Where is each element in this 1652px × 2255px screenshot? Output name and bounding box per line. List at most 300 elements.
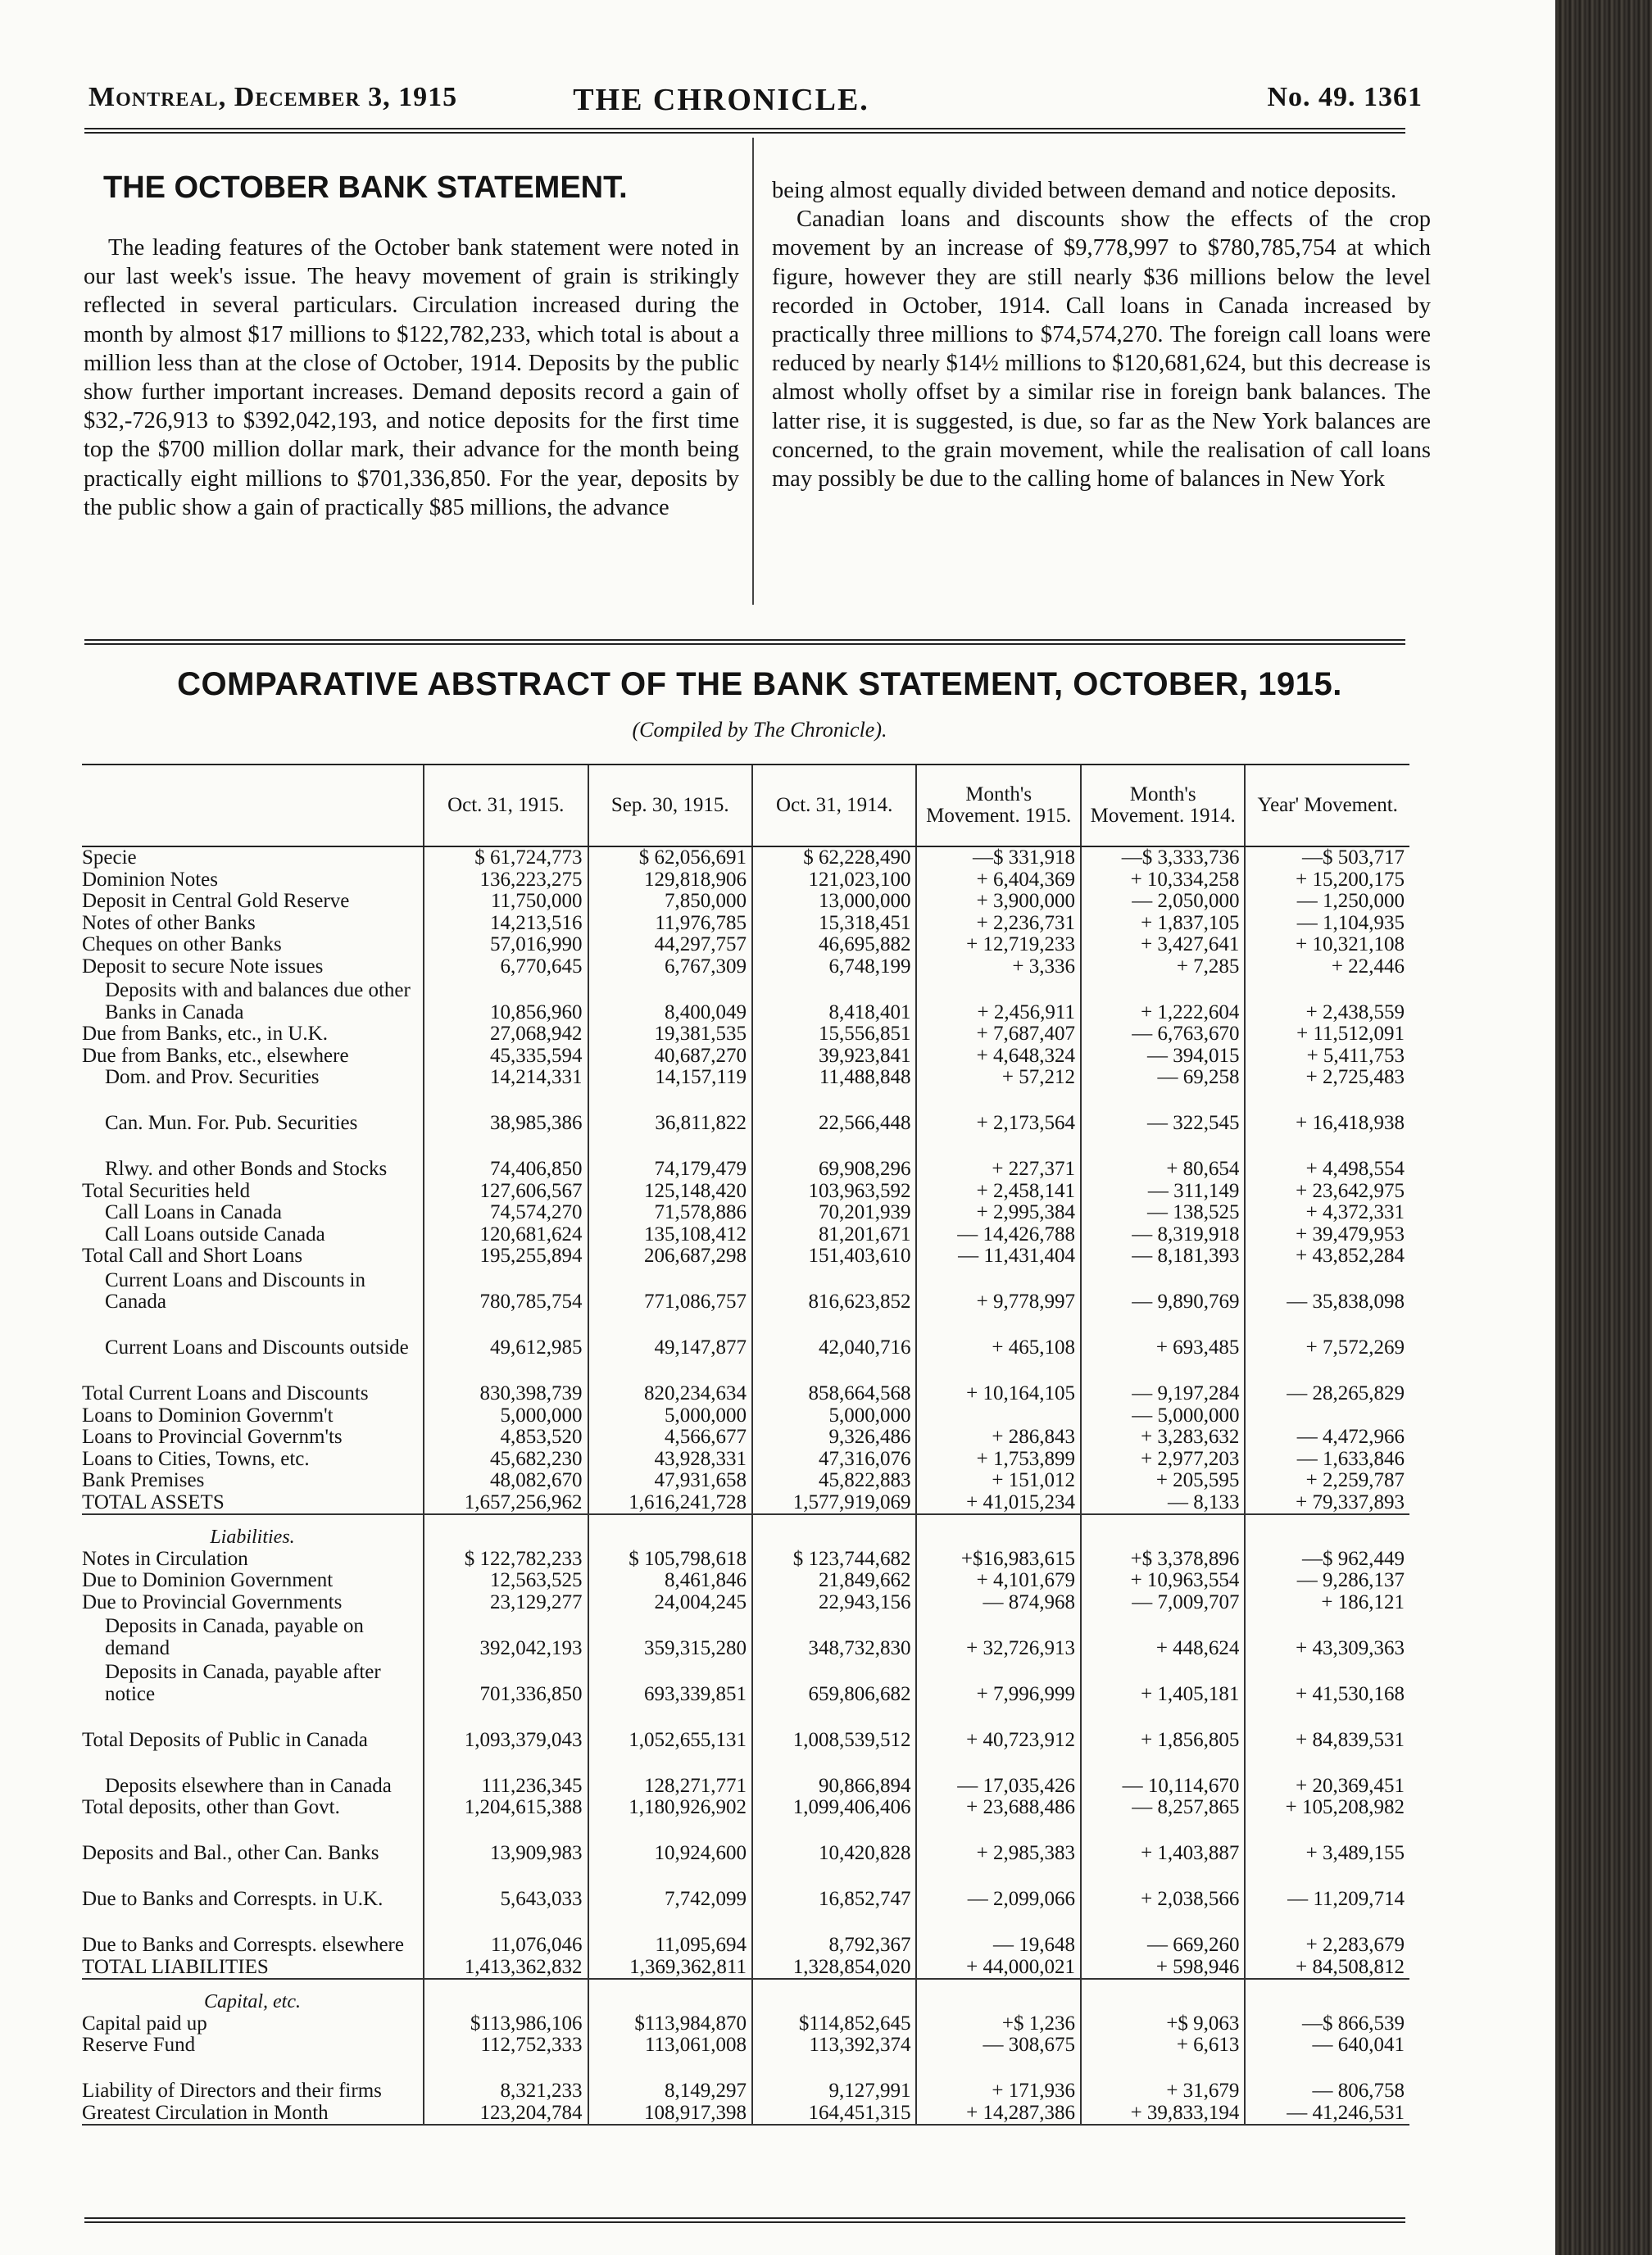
row-label: Greatest Circulation in Month: [82, 2103, 424, 2126]
table-row: [82, 1819, 1409, 1865]
value-cell: 9,326,486: [752, 1427, 916, 1449]
column-divider: [752, 138, 754, 605]
value-cell: + 14,287,386: [916, 2103, 1080, 2126]
value-cell: + 3,427,641: [1081, 934, 1245, 956]
value-cell: + 23,688,486: [916, 1797, 1080, 1819]
value-cell: 195,255,894: [424, 1245, 588, 1268]
value-cell: 4,853,520: [424, 1427, 588, 1449]
value-cell: 1,093,379,043: [424, 1705, 588, 1751]
value-cell: + 84,508,812: [1245, 1957, 1409, 1980]
value-cell: + 2,259,787: [1245, 1470, 1409, 1492]
value-cell: 10,856,960: [424, 978, 588, 1023]
value-cell: 780,785,754: [424, 1268, 588, 1314]
value-cell: 1,204,615,388: [424, 1797, 588, 1819]
value-cell: 7,742,099: [588, 1865, 752, 1911]
row-label: Call Loans in Canada: [105, 1201, 282, 1223]
value-cell: $ 122,782,233: [424, 1549, 588, 1571]
row-label: Liability of Directors and their firms: [82, 2080, 382, 2102]
row-label: Deposits in Canada, payable on demand: [105, 1615, 364, 1659]
value-cell: + 32,726,913: [916, 1613, 1080, 1659]
value-cell: 1,328,854,020: [752, 1957, 916, 1980]
row-label: Loans to Cities, Towns, etc.: [82, 1447, 310, 1470]
row-label: Total Call and Short Loans: [82, 1245, 303, 1267]
value-cell: + 171,936: [916, 2057, 1080, 2103]
value-cell: 1,052,655,131: [588, 1705, 752, 1751]
value-cell: — 8,133: [1081, 1492, 1245, 1515]
value-cell: 123,204,784: [424, 2103, 588, 2126]
empty-cell: [1245, 1979, 1409, 2013]
value-cell: + 186,121: [1245, 1592, 1409, 1614]
value-cell: + 1,403,887: [1081, 1819, 1245, 1865]
value-cell: 659,806,682: [752, 1659, 916, 1705]
value-cell: — 394,015: [1081, 1046, 1245, 1068]
value-cell: + 15,200,175: [1245, 869, 1409, 892]
value-cell: 129,818,906: [588, 869, 752, 892]
empty-cell: [424, 1979, 588, 2013]
value-cell: + 2,985,383: [916, 1819, 1080, 1865]
value-cell: + 23,642,975: [1245, 1181, 1409, 1203]
value-cell: +$16,983,615: [916, 1549, 1080, 1571]
row-label: Notes of other Banks: [82, 911, 256, 934]
value-cell: 1,008,539,512: [752, 1705, 916, 1751]
row-label: Deposits elsewhere than in Canada: [105, 1774, 392, 1797]
value-cell: 8,321,233: [424, 2057, 588, 2103]
value-cell: 693,339,851: [588, 1659, 752, 1705]
value-cell: + 2,283,679: [1245, 1911, 1409, 1957]
value-cell: 858,664,568: [752, 1359, 916, 1405]
table-row: [82, 1314, 1409, 1359]
value-cell: 21,849,662: [752, 1570, 916, 1592]
table-row: [82, 1705, 1409, 1751]
value-cell: —$ 3,333,736: [1081, 846, 1245, 869]
row-label: Due from Banks, etc., elsewhere: [82, 1044, 349, 1067]
value-cell: 47,316,076: [752, 1449, 916, 1471]
value-cell: 1,616,241,728: [588, 1492, 752, 1515]
value-cell: + 693,485: [1081, 1314, 1245, 1359]
value-cell: $ 62,228,490: [752, 846, 916, 869]
value-cell: 359,315,280: [588, 1613, 752, 1659]
value-cell: 14,214,331: [424, 1067, 588, 1089]
value-cell: 1,413,362,832: [424, 1957, 588, 1980]
value-cell: 11,076,046: [424, 1911, 588, 1957]
value-cell: $114,852,645: [752, 2013, 916, 2035]
value-cell: —$ 866,539: [1245, 2013, 1409, 2035]
table-row: [82, 1449, 1409, 1471]
value-cell: 108,917,398: [588, 2103, 752, 2126]
row-label: Due to Banks and Correspts. in U.K.: [82, 1888, 384, 1910]
value-cell: 348,732,830: [752, 1613, 916, 1659]
value-cell: 12,563,525: [424, 1570, 588, 1592]
row-label: Deposit to secure Note issues: [82, 955, 324, 978]
value-cell: — 2,050,000: [1081, 891, 1245, 913]
article-col2-paragraph-1: being almost equally divided between demand and notice deposits.: [772, 178, 1397, 203]
value-cell: + 12,719,233: [916, 934, 1080, 956]
table-row: [82, 1865, 1409, 1911]
section-heading-row: [82, 1514, 1409, 1549]
column-header-sep-1915: Sep. 30, 1915.: [588, 765, 752, 846]
value-cell: — 11,209,714: [1245, 1865, 1409, 1911]
value-cell: 13,000,000: [752, 891, 916, 913]
column-header-month-1914: Month's Movement. 1914.: [1081, 765, 1245, 846]
value-cell: — 35,838,098: [1245, 1268, 1409, 1314]
value-cell: 103,963,592: [752, 1181, 916, 1203]
empty-cell: [1081, 1514, 1245, 1549]
value-cell: 39,923,841: [752, 1046, 916, 1068]
value-cell: 74,179,479: [588, 1135, 752, 1181]
value-cell: 43,928,331: [588, 1449, 752, 1471]
value-cell: — 8,181,393: [1081, 1245, 1245, 1268]
value-cell: — 640,041: [1245, 2035, 1409, 2057]
value-cell: 47,931,658: [588, 1470, 752, 1492]
row-label: Rlwy. and other Bonds and Stocks: [105, 1158, 388, 1180]
value-cell: + 41,530,168: [1245, 1659, 1409, 1705]
value-cell: 816,623,852: [752, 1268, 916, 1314]
value-cell: + 1,405,181: [1081, 1659, 1245, 1705]
empty-cell: [916, 1979, 1080, 2013]
value-cell: 136,223,275: [424, 869, 588, 892]
value-cell: + 3,336: [916, 956, 1080, 978]
value-cell: 10,420,828: [752, 1819, 916, 1865]
value-cell: — 5,000,000: [1081, 1405, 1245, 1427]
value-cell: 8,461,846: [588, 1570, 752, 1592]
value-cell: $ 105,798,618: [588, 1549, 752, 1571]
value-cell: + 43,852,284: [1245, 1245, 1409, 1268]
table-body: [82, 846, 1409, 2125]
value-cell: + 39,479,953: [1245, 1224, 1409, 1246]
value-cell: 22,943,156: [752, 1592, 916, 1614]
value-cell: + 6,613: [1081, 2035, 1245, 2057]
table-header-row: [82, 765, 1409, 846]
table-row: [82, 2035, 1409, 2057]
value-cell: — 9,286,137: [1245, 1570, 1409, 1592]
empty-cell: [752, 1514, 916, 1549]
column-header-oct-1914: Oct. 31, 1914.: [752, 765, 916, 846]
value-cell: 49,147,877: [588, 1314, 752, 1359]
section-heading: Liabilities.: [210, 1527, 295, 1548]
value-cell: — 8,257,865: [1081, 1797, 1245, 1819]
value-cell: 5,000,000: [424, 1405, 588, 1427]
value-cell: — 669,260: [1081, 1911, 1245, 1957]
value-cell: 1,369,362,811: [588, 1957, 752, 1980]
value-cell: 113,061,008: [588, 2035, 752, 2057]
value-cell: 24,004,245: [588, 1592, 752, 1614]
value-cell: — 8,319,918: [1081, 1224, 1245, 1246]
value-cell: 45,335,594: [424, 1046, 588, 1068]
value-cell: 40,687,270: [588, 1046, 752, 1068]
table-row: [82, 1570, 1409, 1592]
table-row: [82, 2103, 1409, 2126]
row-label: Dominion Notes: [82, 868, 218, 891]
table-row: [82, 1751, 1409, 1797]
value-cell: 42,040,716: [752, 1314, 916, 1359]
value-cell: + 227,371: [916, 1135, 1080, 1181]
value-cell: — 7,009,707: [1081, 1592, 1245, 1614]
value-cell: — 874,968: [916, 1592, 1080, 1614]
value-cell: 6,770,645: [424, 956, 588, 978]
value-cell: 46,695,882: [752, 934, 916, 956]
value-cell: + 11,512,091: [1245, 1023, 1409, 1046]
value-cell: — 138,525: [1081, 1202, 1245, 1224]
row-label: Notes in Circulation: [82, 1547, 248, 1570]
value-cell: + 1,837,105: [1081, 913, 1245, 935]
value-cell: 38,985,386: [424, 1089, 588, 1135]
value-cell: + 22,446: [1245, 956, 1409, 978]
value-cell: + 84,839,531: [1245, 1705, 1409, 1751]
section-heading: Capital, etc.: [204, 1991, 301, 2012]
article-col2-paragraph-2: Canadian loans and discounts show the effects of the crop movement by an increase of $9,778,997 to $780,785,754 at which figure, however they are still nearly $36 millions below the level recorded in October, 1914. Call loans in Canada increased by practically three millions to $74,574,270. The foreign call loans were reduced by nearly $14½ millions to $120,681,624, but this decrease is almost wholly offset by a similar rise in foreign bank balances. The latter rise, it is suggested, is due, so far as the New York balances are concerned, to the grain movement, while the realisation of call loans may possibly be due to the calling home of balances in New York: [772, 206, 1431, 492]
value-cell: 15,556,851: [752, 1023, 916, 1046]
value-cell: 48,082,670: [424, 1470, 588, 1492]
value-cell: 8,149,297: [588, 2057, 752, 2103]
header-publication: THE CHRONICLE.: [573, 83, 869, 117]
value-cell: 81,201,671: [752, 1224, 916, 1246]
value-cell: 111,236,345: [424, 1751, 588, 1797]
table-subtitle: (Compiled by The Chronicle).: [632, 718, 887, 742]
value-cell: 23,129,277: [424, 1592, 588, 1614]
value-cell: 15,318,451: [752, 913, 916, 935]
value-cell: 44,297,757: [588, 934, 752, 956]
table-row: [82, 934, 1409, 956]
value-cell: — 1,250,000: [1245, 891, 1409, 913]
article-title: THE OCTOBER BANK STATEMENT.: [103, 170, 628, 205]
value-cell: —$ 331,918: [916, 846, 1080, 869]
value-cell: 49,612,985: [424, 1314, 588, 1359]
table-row: [82, 1405, 1409, 1427]
value-cell: — 308,675: [916, 2035, 1080, 2057]
empty-cell: [1081, 1979, 1245, 2013]
value-cell: + 2,438,559: [1245, 978, 1409, 1023]
value-cell: + 43,309,363: [1245, 1613, 1409, 1659]
value-cell: + 1,753,899: [916, 1449, 1080, 1471]
table-row: [82, 1659, 1409, 1705]
article-column-1: The leading features of the October bank statement were noted in our last week's issue. The heavy movement of grain is strikingly reflected in several particulars. Circulation increased during the month by almost $17 millions to $122,782,233, which total is about a million less than at the close of October, 1914. Deposits by the public show further important increases. Demand deposits record a gain of $32,-726,913 to $392,042,193, and notice deposits for the first time top the $700 million dollar mark, their advance for the month being practically eight millions to $701,336,850. For the year, deposits by the public show a gain of practically $85 millions, the advance: [84, 235, 739, 520]
table-row: [82, 1549, 1409, 1571]
value-cell: 45,682,230: [424, 1449, 588, 1471]
value-cell: — 1,633,846: [1245, 1449, 1409, 1471]
section-rule: [84, 639, 1405, 645]
value-cell: + 2,456,911: [916, 978, 1080, 1023]
value-cell: 11,976,785: [588, 913, 752, 935]
table-row: [82, 1592, 1409, 1614]
table-row: [82, 1427, 1409, 1449]
row-label: Due to Dominion Government: [82, 1569, 334, 1591]
value-cell: 74,574,270: [424, 1202, 588, 1224]
value-cell: +$ 9,063: [1081, 2013, 1245, 2035]
table-row: [82, 1911, 1409, 1957]
table-row: [82, 913, 1409, 935]
value-cell: + 4,648,324: [916, 1046, 1080, 1068]
table-row: [82, 1135, 1409, 1181]
value-cell: 11,750,000: [424, 891, 588, 913]
value-cell: 27,068,942: [424, 1023, 588, 1046]
row-label: Deposits with and balances due other Banks in Canada: [105, 979, 411, 1023]
row-label: Loans to Dominion Governm't: [82, 1404, 334, 1427]
value-cell: 135,108,412: [588, 1224, 752, 1246]
table-row: [82, 1492, 1409, 1515]
value-cell: — 10,114,670: [1081, 1751, 1245, 1797]
value-cell: — 41,246,531: [1245, 2103, 1409, 2126]
value-cell: $113,984,870: [588, 2013, 752, 2035]
empty-cell: [1245, 1514, 1409, 1549]
value-cell: 10,924,600: [588, 1819, 752, 1865]
value-cell: + 39,833,194: [1081, 2103, 1245, 2126]
value-cell: —$ 503,717: [1245, 846, 1409, 869]
value-cell: + 10,963,554: [1081, 1570, 1245, 1592]
value-cell: — 17,035,426: [916, 1751, 1080, 1797]
empty-cell: [916, 1514, 1080, 1549]
row-label: Can. Mun. For. Pub. Securities: [105, 1112, 358, 1134]
table-row: [82, 956, 1409, 978]
value-cell: 1,577,919,069: [752, 1492, 916, 1515]
table-row: [82, 2013, 1409, 2035]
value-cell: — 2,099,066: [916, 1865, 1080, 1911]
section-heading-row: [82, 1979, 1409, 2013]
value-cell: + 10,164,105: [916, 1359, 1080, 1405]
value-cell: + 4,372,331: [1245, 1202, 1409, 1224]
value-cell: + 5,411,753: [1245, 1046, 1409, 1068]
column-header-month-1915: Month's Movement. 1915.: [916, 765, 1080, 846]
row-label: Deposits and Bal., other Can. Banks: [82, 1842, 379, 1864]
value-cell: + 4,101,679: [916, 1570, 1080, 1592]
row-label: Total Deposits of Public in Canada: [82, 1728, 368, 1751]
value-cell: + 7,285: [1081, 956, 1245, 978]
table-row: [82, 1224, 1409, 1246]
value-cell: 113,392,374: [752, 2035, 916, 2057]
value-cell: + 57,212: [916, 1067, 1080, 1089]
table-row: [82, 1181, 1409, 1203]
value-cell: 120,681,624: [424, 1224, 588, 1246]
value-cell: + 6,404,369: [916, 869, 1080, 892]
value-cell: + 10,334,258: [1081, 869, 1245, 892]
row-label: Dom. and Prov. Securities: [105, 1066, 320, 1088]
value-cell: 70,201,939: [752, 1202, 916, 1224]
value-cell: 11,095,694: [588, 1911, 752, 1957]
value-cell: — 806,758: [1245, 2057, 1409, 2103]
table-row: [82, 891, 1409, 913]
value-cell: — 4,472,966: [1245, 1427, 1409, 1449]
value-cell: 57,016,990: [424, 934, 588, 956]
value-cell: — 9,890,769: [1081, 1268, 1245, 1314]
value-cell: 164,451,315: [752, 2103, 916, 2126]
value-cell: 74,406,850: [424, 1135, 588, 1181]
value-cell: 5,643,033: [424, 1865, 588, 1911]
value-cell: — 28,265,829: [1245, 1359, 1409, 1405]
value-cell: [1245, 1405, 1409, 1427]
table-row: [82, 1613, 1409, 1659]
value-cell: + 16,418,938: [1245, 1089, 1409, 1135]
value-cell: $ 61,724,773: [424, 846, 588, 869]
value-cell: 125,148,420: [588, 1181, 752, 1203]
value-cell: +$ 1,236: [916, 2013, 1080, 2035]
value-cell: + 2,173,564: [916, 1089, 1080, 1135]
value-cell: — 69,258: [1081, 1067, 1245, 1089]
value-cell: 392,042,193: [424, 1613, 588, 1659]
value-cell: + 2,236,731: [916, 913, 1080, 935]
value-cell: + 3,489,155: [1245, 1819, 1409, 1865]
table-row: [82, 1089, 1409, 1135]
value-cell: 19,381,535: [588, 1023, 752, 1046]
value-cell: 701,336,850: [424, 1659, 588, 1705]
value-cell: — 322,545: [1081, 1089, 1245, 1135]
value-cell: + 2,725,483: [1245, 1067, 1409, 1089]
value-cell: 7,850,000: [588, 891, 752, 913]
empty-cell: [424, 1514, 588, 1549]
article-column-2: [772, 176, 1431, 493]
row-label: Cheques on other Banks: [82, 933, 282, 955]
value-cell: + 286,843: [916, 1427, 1080, 1449]
row-label: Total deposits, other than Govt.: [82, 1796, 340, 1818]
value-cell: [916, 1405, 1080, 1427]
value-cell: + 3,283,632: [1081, 1427, 1245, 1449]
row-label: Deposit in Central Gold Reserve: [82, 890, 350, 912]
value-cell: $ 62,056,691: [588, 846, 752, 869]
value-cell: + 205,595: [1081, 1470, 1245, 1492]
header-rule: [84, 128, 1405, 134]
row-label: Due from Banks, etc., in U.K.: [82, 1023, 328, 1045]
value-cell: 771,086,757: [588, 1268, 752, 1314]
table-row: [82, 2057, 1409, 2103]
table-row: [82, 1067, 1409, 1089]
value-cell: +$ 3,378,896: [1081, 1549, 1245, 1571]
value-cell: + 20,369,451: [1245, 1751, 1409, 1797]
row-label: Reserve Fund: [82, 2034, 196, 2056]
row-label: Deposits in Canada, payable after notice: [105, 1661, 381, 1705]
bank-statement-table-wrap: [82, 764, 1409, 2126]
value-cell: + 40,723,912: [916, 1705, 1080, 1751]
value-cell: + 151,012: [916, 1470, 1080, 1492]
value-cell: 830,398,739: [424, 1359, 588, 1405]
value-cell: + 2,995,384: [916, 1202, 1080, 1224]
value-cell: 13,909,983: [424, 1819, 588, 1865]
value-cell: — 311,149: [1081, 1181, 1245, 1203]
value-cell: — 14,426,788: [916, 1224, 1080, 1246]
value-cell: 14,213,516: [424, 913, 588, 935]
row-label: TOTAL LIABILITIES: [82, 1957, 424, 1980]
table-row: [82, 1245, 1409, 1268]
table-row: [82, 1268, 1409, 1314]
column-header-oct-1915: Oct. 31, 1915.: [424, 765, 588, 846]
table-row: [82, 869, 1409, 892]
row-label: Call Loans outside Canada: [105, 1223, 325, 1245]
value-cell: 6,748,199: [752, 956, 916, 978]
value-cell: 90,866,894: [752, 1751, 916, 1797]
table-row: [82, 1023, 1409, 1046]
row-label: Current Loans and Discounts outside: [105, 1336, 409, 1359]
value-cell: 8,792,367: [752, 1911, 916, 1957]
table-title: COMPARATIVE ABSTRACT OF THE BANK STATEMENT, OCTOBER, 1915.: [177, 666, 1342, 702]
value-cell: — 11,431,404: [916, 1245, 1080, 1268]
row-label: Due to Provincial Governments: [82, 1590, 343, 1613]
value-cell: + 80,654: [1081, 1135, 1245, 1181]
row-label: Total Current Loans and Discounts: [82, 1382, 369, 1404]
value-cell: $ 123,744,682: [752, 1549, 916, 1571]
value-cell: 151,403,610: [752, 1245, 916, 1268]
value-cell: + 9,778,997: [916, 1268, 1080, 1314]
table-row: [82, 1046, 1409, 1068]
column-header-year: Year' Movement.: [1245, 765, 1409, 846]
book-page-edges: [1555, 0, 1652, 2255]
header-issue-page: No. 49. 1361: [1267, 82, 1423, 112]
row-label: Bank Premises: [82, 1469, 205, 1491]
value-cell: 8,418,401: [752, 978, 916, 1023]
value-cell: 16,852,747: [752, 1865, 916, 1911]
value-cell: + 7,572,269: [1245, 1314, 1409, 1359]
value-cell: + 31,679: [1081, 2057, 1245, 2103]
value-cell: + 3,900,000: [916, 891, 1080, 913]
value-cell: 127,606,567: [424, 1181, 588, 1203]
value-cell: — 19,648: [916, 1911, 1080, 1957]
table-row: [82, 978, 1409, 1023]
